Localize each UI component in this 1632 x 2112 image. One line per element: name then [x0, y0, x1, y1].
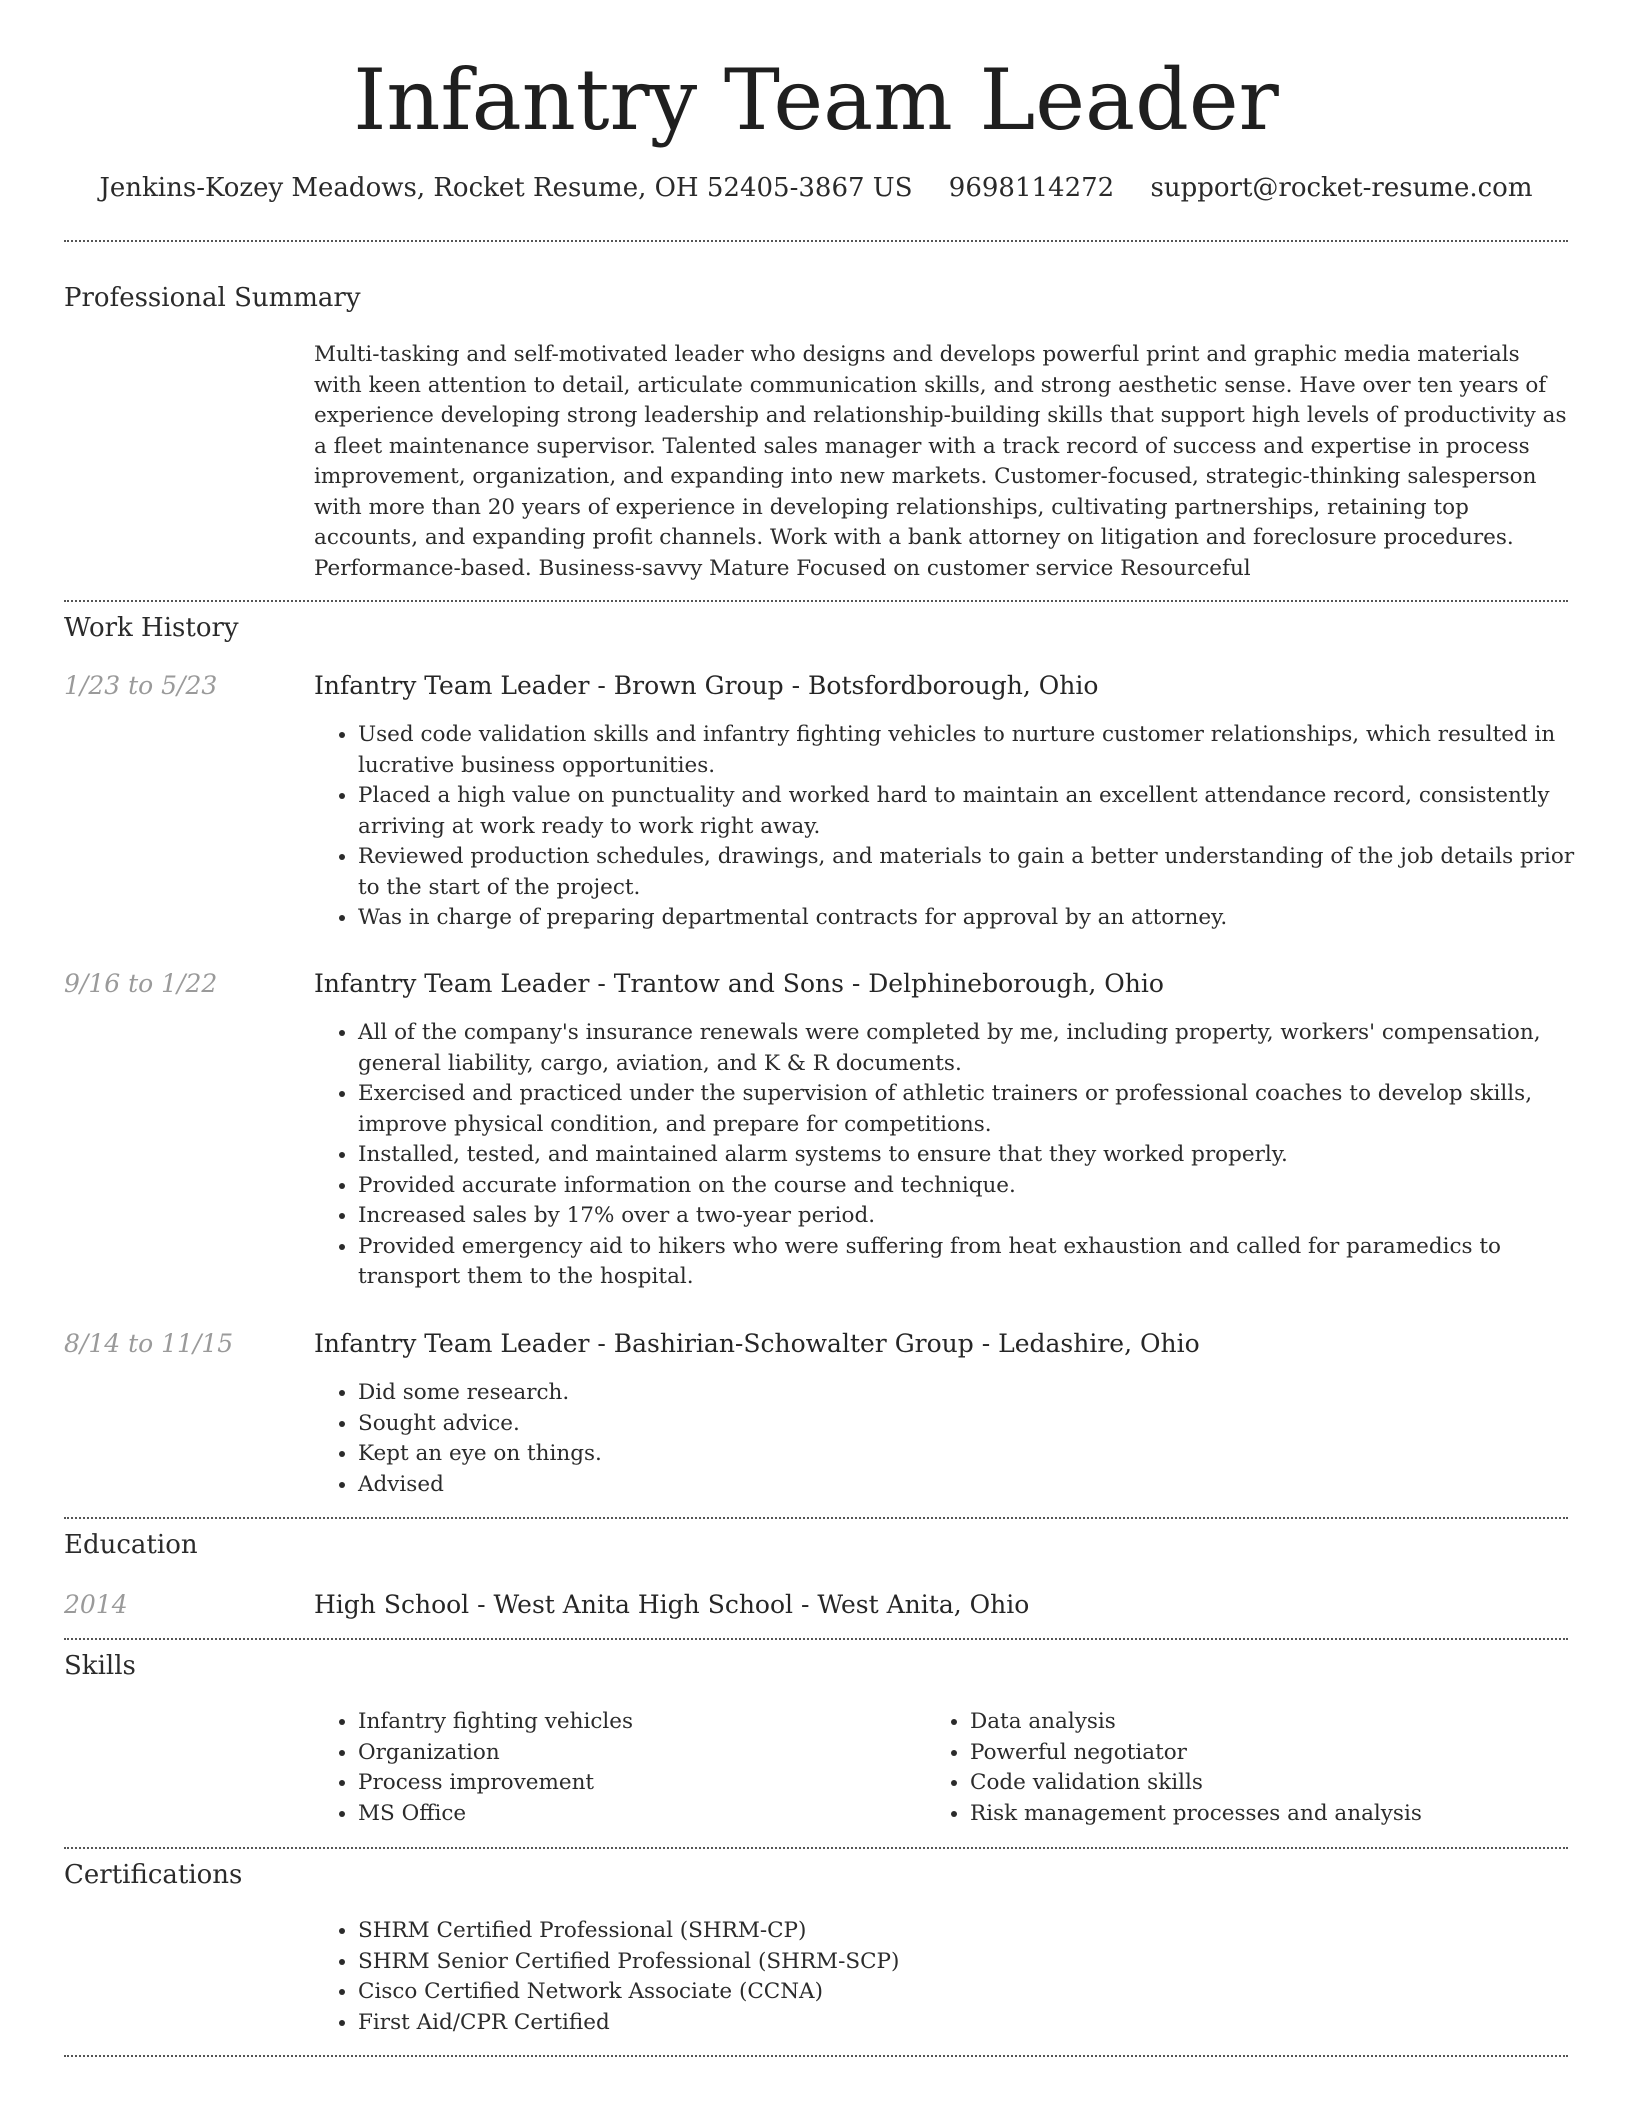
job-bullet-list: [314, 1378, 1576, 1500]
section-divider: [64, 240, 1568, 242]
education-heading: High School - West Anita High School - West Anita, Ohio: [314, 1590, 1030, 1619]
contact-email: support@rocket-resume.com: [1150, 173, 1533, 203]
job-bullet: • Reviewed production schedules, drawings, and materials to gain a better understanding of the job details prior to the start of the project.: [358, 842, 1576, 903]
contact-phone: 9698114272: [948, 173, 1115, 203]
job-bullet: • Used code validation skills and infantry fighting vehicles to nurture customer relationships, which resulted in lucrative business opportunities.: [358, 720, 1576, 781]
skills-section-title: Skills: [64, 1651, 136, 1681]
education-year: 2014: [64, 1590, 128, 1619]
job-bullet: • Sought advice.: [358, 1409, 1576, 1440]
job-bullet: • Advised: [358, 1470, 1576, 1501]
skill-item: • Code validation skills: [970, 1768, 1590, 1799]
skill-item: • Infantry fighting vehicles: [358, 1707, 918, 1738]
job-bullet: • Kept an eye on things.: [358, 1439, 1576, 1470]
certification-item: • Cisco Certified Network Associate (CCNA): [358, 1977, 1576, 2008]
contact-line: [0, 170, 1632, 206]
job-bullet: • All of the company's insurance renewals were completed by me, including property, workers' compensation, general liability, cargo, aviation, and K & R documents.: [358, 1018, 1576, 1079]
job-bullet: • Did some research.: [358, 1378, 1576, 1409]
skill-item: • Organization: [358, 1738, 918, 1769]
job-bullet: • Installed, tested, and maintained alarm systems to ensure that they worked properly.: [358, 1140, 1576, 1171]
skill-item: • Data analysis: [970, 1707, 1590, 1738]
job-bullet: • Placed a high value on punctuality and worked hard to maintain an excellent attendance record, consistently arriving at work ready to work right away.: [358, 781, 1576, 842]
job-bullet-list: [314, 1018, 1576, 1293]
job-heading: Infantry Team Leader - Trantow and Sons - Delphineborough, Ohio: [314, 969, 1164, 998]
skill-item: • Powerful negotiator: [970, 1738, 1590, 1769]
skill-item: • MS Office: [358, 1799, 918, 1830]
education-section-title: Education: [64, 1530, 198, 1560]
summary-text: Multi-tasking and self-motivated leader who designs and develops powerful print and graphic media materials with keen attention to detail, articulate communication skills, and strong aesthetic sense. Have over ten years of experience developing strong leadership and relationship-building skills that support high levels of productivity as a fleet maintenance supervisor. Talented sales manager with a track record of success and expertise in process improvement, organization, and expanding into new markets. Customer-focused, strategic-thinking salesperson with more than 20 years of experience in developing relationships, cultivating partnerships, retaining top accounts, and expanding profit channels. Work with a bank attorney on litigation and foreclosure procedures. Performance-based. Business-savvy Mature Focused on customer service Resourceful: [314, 342, 1567, 581]
certification-item: • SHRM Certified Professional (SHRM-CP): [358, 1916, 1576, 1947]
certifications-list: [314, 1916, 1576, 2038]
contact-address: Jenkins-Kozey Meadows, Rocket Resume, OH 52405-3867 US: [99, 173, 913, 203]
section-divider: [64, 600, 1568, 602]
job-bullet: • Increased sales by 17% over a two-year period.: [358, 1201, 1576, 1232]
job-dates: 8/14 to 11/15: [64, 1329, 234, 1358]
certification-item: • First Aid/CPR Certified: [358, 2008, 1576, 2039]
job-dates: 9/16 to 1/22: [64, 969, 218, 998]
skill-item: • Risk management processes and analysis: [970, 1799, 1590, 1830]
section-divider: [64, 1517, 1568, 1519]
skills-list-right: [926, 1707, 1590, 1829]
job-bullet: • Provided accurate information on the course and technique.: [358, 1171, 1576, 1202]
job-bullet: • Provided emergency aid to hikers who were suffering from heat exhaustion and called for paramedics to transport them to the hospital.: [358, 1232, 1576, 1293]
resume-name: Infantry Team Leader: [353, 51, 1279, 149]
work-history-section-title: Work History: [64, 613, 239, 643]
section-divider: [64, 1638, 1568, 1640]
job-bullet: • Exercised and practiced under the supervision of athletic trainers or professional coaches to develop skills, improve physical condition, and prepare for competitions.: [358, 1079, 1576, 1140]
summary-section-title: Professional Summary: [64, 283, 361, 313]
job-heading: Infantry Team Leader - Bashirian-Schowalter Group - Ledashire, Ohio: [314, 1329, 1200, 1358]
job-bullet-list: [314, 720, 1576, 934]
job-heading: Infantry Team Leader - Brown Group - Botsfordborough, Ohio: [314, 671, 1099, 700]
section-divider: [64, 2055, 1568, 2057]
job-dates: 1/23 to 5/23: [64, 671, 218, 700]
skill-item: • Process improvement: [358, 1768, 918, 1799]
certification-item: • SHRM Senior Certified Professional (SHRM-SCP): [358, 1947, 1576, 1978]
certifications-section-title: Certifications: [64, 1860, 243, 1890]
skills-list-left: [314, 1707, 918, 1829]
job-bullet: • Was in charge of preparing departmental contracts for approval by an attorney.: [358, 903, 1576, 934]
section-divider: [64, 1847, 1568, 1849]
